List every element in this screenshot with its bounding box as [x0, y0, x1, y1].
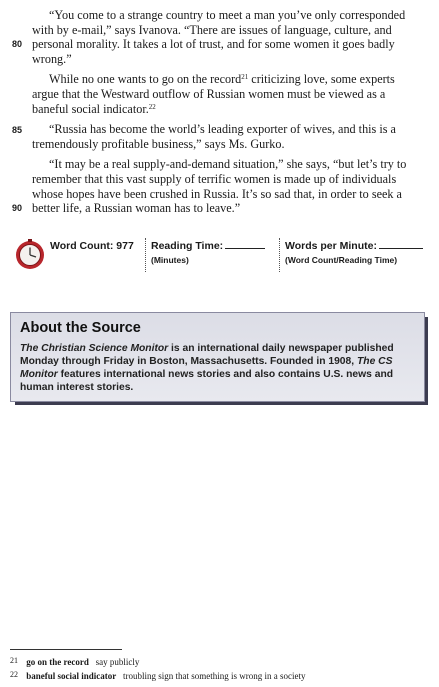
footnote-definition: troubling sign that something is wrong in a society	[123, 671, 306, 681]
about-source-title: About the Source	[20, 320, 141, 336]
footnote-term: baneful social indicator	[26, 671, 117, 681]
footnote-term: go on the record	[26, 657, 89, 667]
source-text: features international news stories and also contains U.S. news and human interest stories.	[20, 369, 394, 393]
reading-time-sub: (Minutes)	[151, 255, 189, 265]
word-count-label: Word Count: 977	[50, 240, 134, 252]
footnote-definition: say publicly	[95, 657, 140, 667]
paragraph-text: criticizing love, some experts argue that the Westward outflow of Russian women must be viewed as a baneful social indicator.	[32, 72, 395, 116]
wpm-sub: (Word Count/Reading Time)	[285, 255, 398, 265]
source-short-name: The CS Monitor	[20, 356, 393, 380]
footnote-number: 22	[10, 670, 18, 679]
wpm-blank[interactable]	[379, 247, 423, 249]
paragraph-text: While no one wants to go on the record	[49, 72, 242, 87]
footnote-rule	[10, 649, 122, 650]
paragraph-3	[12, 122, 420, 151]
word-count-row	[14, 236, 429, 272]
reading-time-field	[151, 240, 265, 265]
paragraph-text: “You come to a strange country to meet a man you’ve only corresponded with by e-mail,” says Ivanova. “There are issues of language, culture, and personal morality. It takes a lot of trust, and for some women it goes badly wrong.”	[32, 8, 406, 66]
about-source-box	[10, 312, 425, 402]
paragraph-2	[32, 72, 420, 116]
reading-time-blank[interactable]	[225, 247, 265, 249]
source-text: is an international daily newspaper published Monday through Friday in Boston, Massachusetts. Founded in 1908,	[20, 343, 394, 367]
footnote-ref-21: 21	[241, 73, 249, 82]
footnote-22	[10, 669, 430, 682]
paragraph-1	[12, 8, 420, 66]
wpm-label: Words per Minute:	[285, 240, 377, 252]
reading-time-label: Reading Time:	[151, 240, 224, 252]
footnote-ref-22: 22	[148, 102, 156, 111]
line-number-80: 80	[12, 39, 23, 49]
paragraph-4	[12, 157, 420, 216]
footnote-21	[10, 655, 430, 668]
about-source-body	[20, 342, 420, 394]
paragraph-text: “Russia has become the world’s leading exporter of wives, and this is a tremendously profitable business,” says Ms. Gurko.	[32, 122, 396, 151]
stopwatch-icon	[14, 238, 46, 270]
words-per-minute-field	[285, 240, 423, 265]
footnote-number: 21	[10, 656, 18, 665]
divider	[145, 238, 146, 272]
paragraph-text: “It may be a real supply-and-demand situation,” she says, “but let’s try to remember that this vast supply of terrific women is made up of individuals whose hopes have been crushed in Russia. It’s so sad that, in order to seek a better life, a Russian woman has to leave.”	[32, 157, 407, 216]
line-number-85: 85	[12, 125, 23, 136]
line-number-90: 90	[12, 203, 23, 214]
source-name: The Christian Science Monitor	[20, 343, 169, 354]
divider	[279, 238, 280, 272]
article-text	[0, 8, 439, 222]
